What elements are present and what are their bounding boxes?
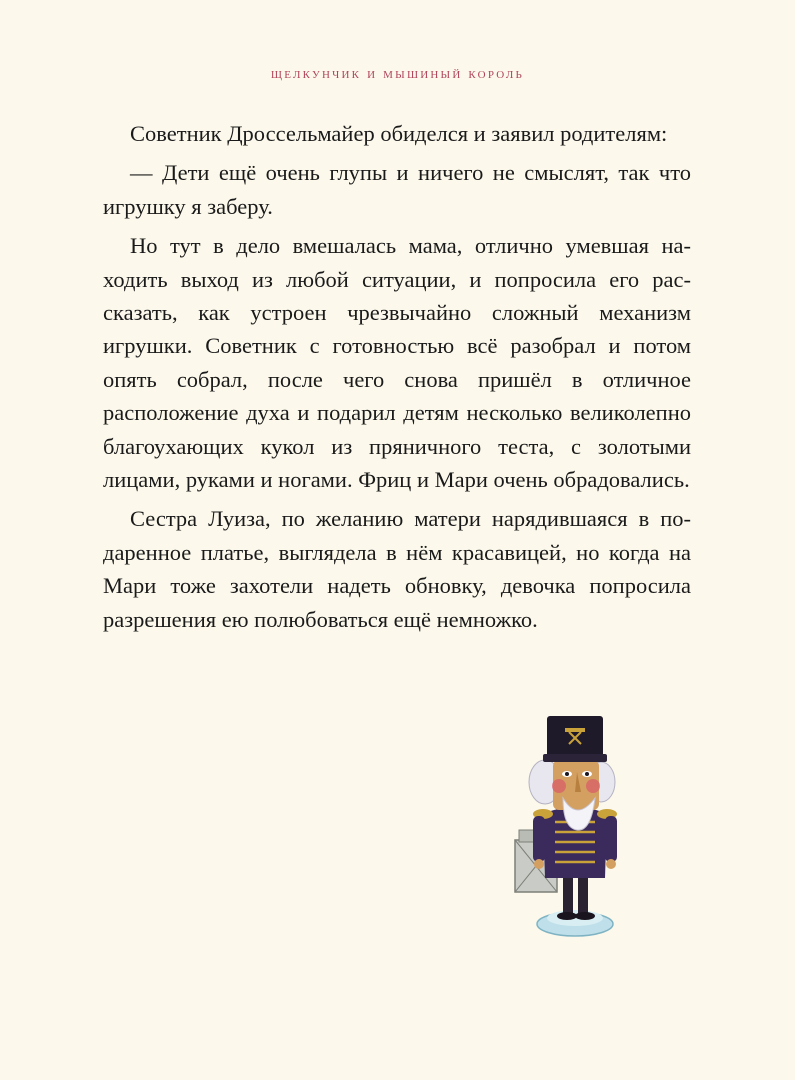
running-header: щелкунчик и мышиный король [270,66,525,82]
page-text [103,117,691,642]
nutcracker-illustration-icon [505,712,625,942]
paragraph-3: Но тут в дело вмешалась мама, отлично умевшая находить выход из любой ситуации, и попросила его рассказать, как устроен чрезвычайно сложный механизм игрушки. Советник с готовностью всё разобрал и потом опять собрал, после чего снова пришёл в отличное расположение духа и подарил детям несколько великолепно благоухающих кукол из пряничного теста, с золотыми лицами, руками и ногами. Фриц и Мари очень обрадовались. [103,233,691,493]
paragraph-4: Сестра Луиза, по желанию матери нарядившаяся в подаренное платье, выглядела в нём красавицей, но когда на Мари тоже захотели надеть обновку, девочка попросила разрешения ею полюбоваться ещё немножко. [103,506,691,632]
paragraph-1: Советник Дроссельмайер обиделся и заявил родителям: [130,121,668,146]
paragraph-2: — Дети ещё очень глупы и ничего не смыслят, так что игрушку я заберу. [103,160,691,219]
